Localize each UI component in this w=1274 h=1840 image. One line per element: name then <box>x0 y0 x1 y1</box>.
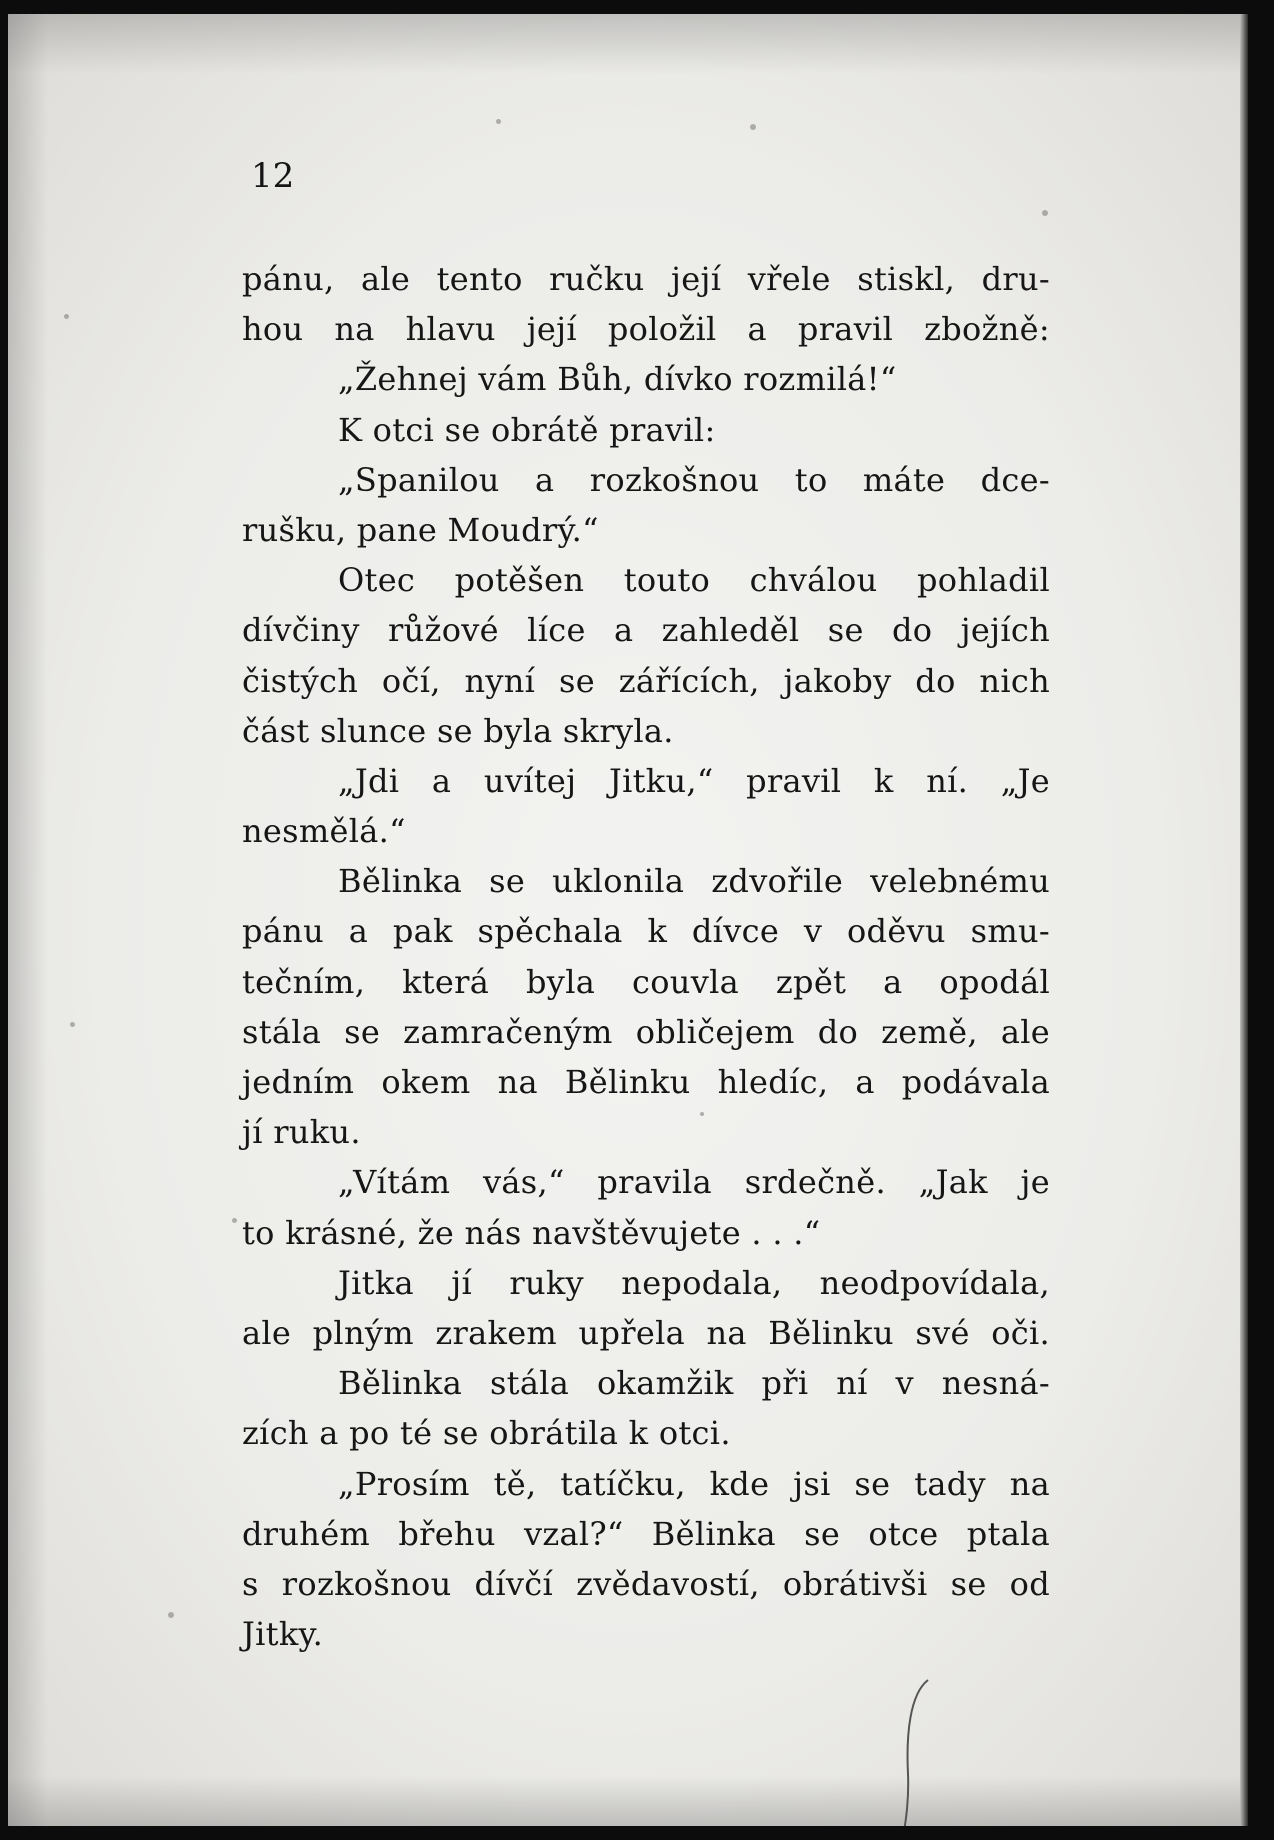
book-page <box>8 14 1248 1826</box>
text-line: zích a po té se obrátila k otci. <box>242 1414 731 1453</box>
body-text <box>242 254 1050 1659</box>
text-line: rušku, pane Moudrý.“ <box>242 510 599 549</box>
text-line: dívčiny růžové líce a zahleděl se do jejích <box>242 611 1050 650</box>
text-line: nesmělá.“ <box>242 812 406 851</box>
text-line: „Prosím tě, tatíčku, kde jsi se tady na <box>338 1464 1050 1503</box>
text-line: jí ruku. <box>242 1113 361 1152</box>
scan-speck <box>70 1022 75 1027</box>
text-line: „Žehnej vám Bůh, dívko rozmilá!“ <box>338 360 897 399</box>
page-shadow-bottom <box>8 1776 1248 1826</box>
text-line: „Jdi a uvítej Jitku,“ pravil k ní. „Je <box>338 761 1050 800</box>
text-line: ale plným zrakem upřela na Bělinku své oči. <box>242 1313 1050 1352</box>
text-line: Bělinka stála okamžik při ní v nesná- <box>338 1364 1050 1403</box>
text-line: tečním, která byla couvla zpět a opodál <box>242 962 1050 1001</box>
page-edge-right <box>1240 14 1248 1826</box>
text-line: Jitka jí ruky nepodala, neodpovídala, <box>338 1263 1050 1302</box>
text-line: stála se zamračeným obličejem do země, ale <box>242 1012 1050 1051</box>
text-line: část slunce se byla skryla. <box>242 711 674 750</box>
page-shadow-top <box>8 14 1248 74</box>
pencil-stroke-mark <box>888 1674 948 1826</box>
text-line: pánu a pak spěchala k dívce v oděvu smu- <box>242 912 1050 951</box>
scan-speck <box>168 1612 174 1618</box>
text-line: hou na hlavu její položil a pravil zbožně: <box>242 310 1050 349</box>
page-number: 12 <box>251 156 295 196</box>
page-shadow-left <box>8 14 48 1826</box>
scan-speck <box>1042 210 1048 216</box>
text-line: Jitky. <box>242 1615 324 1654</box>
scan-speck <box>232 1218 237 1223</box>
text-line: s rozkošnou dívčí zvědavostí, obrátivši se od <box>242 1564 1050 1603</box>
text-line: čistých očí, nyní se zářících, jakoby do nich <box>242 661 1050 700</box>
text-line: jedním okem na Bělinku hledíc, a podávala <box>242 1063 1050 1101</box>
scan-speck <box>750 124 756 130</box>
text-line: to krásné, že nás navštěvujete . . .“ <box>242 1213 821 1252</box>
scan-speck <box>496 119 501 124</box>
text-line: druhém břehu vzal?“ Bělinka se otce ptala <box>242 1514 1050 1553</box>
text-line: pánu, ale tento ručku její vřele stiskl, dru- <box>242 260 1050 298</box>
text-line: Bělinka se uklonila zdvořile velebnému <box>338 862 1050 901</box>
text-line: K otci se obrátě pravil: <box>338 410 716 449</box>
text-line: „Spanilou a rozkošnou to máte dce- <box>338 460 1050 499</box>
scan-speck <box>64 314 69 319</box>
text-line: „Vítám vás,“ pravila srdečně. „Jak je <box>338 1163 1050 1202</box>
text-line: Otec potěšen touto chválou pohladil <box>338 561 1050 600</box>
